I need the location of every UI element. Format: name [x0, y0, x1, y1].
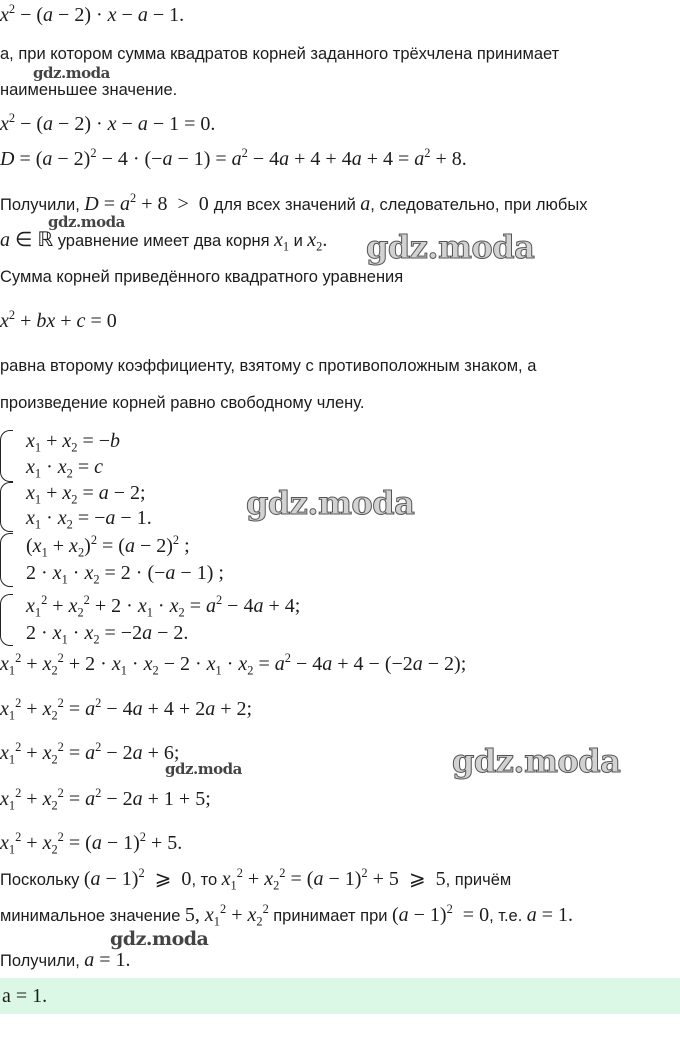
- answer-box: [0, 978, 680, 1014]
- watermark: gdz.moda: [33, 64, 110, 82]
- simplify-step-4: $x_1^2 + x_2^2 = (a - 1)^2 + 5$.: [0, 829, 183, 857]
- system4-row2: $2 \cdot x_1 \cdot x_2 = -2a - 2$.: [26, 622, 189, 647]
- vieta-product-rule-text: произведение корней равно свободному члену.: [0, 394, 365, 412]
- system1-row1: $x_1 + x_2 = -b$: [26, 430, 121, 455]
- answer-text: a = 1.: [2, 985, 48, 1007]
- watermark: gdz.moda: [366, 228, 535, 266]
- vieta-sum-rule: [0, 357, 536, 376]
- system-brace-2: [0, 482, 13, 532]
- and-label: и: [293, 232, 303, 250]
- system2-row2: $x_1 \cdot x_2 = -a - 1$.: [26, 507, 152, 532]
- system3-row2: $2 \cdot x_1 \cdot x_2 = 2 \cdot (-a - 1)$ ;: [26, 562, 224, 587]
- system-brace-4: [0, 594, 13, 646]
- for-all-label: для всех значений: [213, 196, 356, 214]
- got-label: Получили,: [0, 196, 80, 214]
- watermark: gdz.moda: [110, 928, 209, 950]
- intro-line-1-text: a, при котором сумма квадратов корней заданного трёхчлена принимает: [0, 45, 560, 63]
- subtraction-step: $x_1^2 + x_2^2 + 2 \cdot x_1 \cdot x_2 - 2 \cdot x_1 \cdot x_2 = a^2 - 4a + 4 - (-2a - 2)$;: [0, 650, 467, 678]
- simplify-step-2: $x_1^2 + x_2^2 = a^2 - 2a + 6$;: [0, 739, 180, 767]
- system4-row1: $x_1^2 + x_2^2 + 2 \cdot x_1 \cdot x_2 = a^2 - 4a + 4$;: [26, 592, 301, 620]
- two-roots-line: a ∈ ℝ уравнение имеет два корня $x_1$ и $x_2$.: [0, 229, 328, 254]
- equation-zero: $x^2 - (a - 2) \cdot x - a - 1 = 0$.: [0, 110, 216, 135]
- intro-line-2-text: наименьшее значение.: [0, 81, 178, 99]
- ie-label: , т.е.: [489, 907, 523, 925]
- system2-row1: $x_1 + x_2 = a - 2$;: [26, 482, 146, 507]
- system-brace-3: [0, 533, 13, 587]
- watermark: gdz.moda: [246, 484, 415, 522]
- two-roots-label: уравнение имеет два корня: [57, 232, 270, 250]
- watermark: gdz.moda: [452, 742, 621, 780]
- system-brace-1: [0, 430, 13, 482]
- moreover-label: , причём: [445, 871, 512, 889]
- minimum-line: минимальное значение 5, $x_1^2 + x_2^2$ принимает при $(a - 1)^2 = 0$, т.е. a = 1.: [0, 901, 574, 929]
- vieta-intro-text: Сумма корней приведённого квадратного уравнения: [0, 268, 404, 286]
- discriminant-conclusion: Получили, $D = a^2 + 8 > 0$ для всех значений a, следовательно, при любых: [0, 190, 588, 215]
- intro-line-1: [0, 45, 559, 64]
- since-label: Поскольку: [0, 871, 80, 889]
- hence-label: , следовательно, при любых: [370, 196, 588, 214]
- trinomial-expression: $x^2 - (a - 2) \cdot x - a - 1$.: [0, 1, 185, 26]
- intro-line-2: [0, 81, 177, 100]
- discriminant-formula: $D = (a - 2)^2 - 4 \cdot (-a - 1) = a^2 - 4a + 4 + 4a + 4 = a^2 + 8$.: [0, 145, 467, 170]
- simplify-step-1: $x_1^2 + x_2^2 = a^2 - 4a + 4 + 2a + 2$;: [0, 695, 253, 723]
- system3-row1: $(x_1 + x_2)^2 = (a - 2)^2$ ;: [26, 532, 190, 560]
- vieta-product-rule: [0, 394, 364, 413]
- system1-row2: $x_1 \cdot x_2 = c$: [26, 456, 104, 481]
- since-line: Поскольку $(a - 1)^2$ ⩾ 0, то $x_1^2 + x_2^2 = (a - 1)^2 + 5$ ⩾ 5, причём: [0, 865, 512, 893]
- takes-at-label: принимает при: [273, 907, 388, 925]
- got-final-label: Получили,: [0, 952, 80, 970]
- simplify-step-3: $x_1^2 + x_2^2 = a^2 - 2a + 1 + 5$;: [0, 785, 211, 813]
- min-value-label: минимальное значение: [0, 907, 181, 925]
- then-label: , то: [191, 871, 218, 889]
- vieta-intro: [0, 268, 403, 287]
- got-result-line: Получили, a = 1.: [0, 949, 131, 971]
- vieta-sum-rule-text: равна второму коэффициенту, взятому с противоположным знаком, а: [0, 357, 537, 375]
- watermark: gdz.moda: [165, 760, 242, 778]
- reduced-quadratic: $x^2$ + bx + c = 0: [0, 307, 117, 332]
- watermark: gdz.moda: [48, 213, 125, 231]
